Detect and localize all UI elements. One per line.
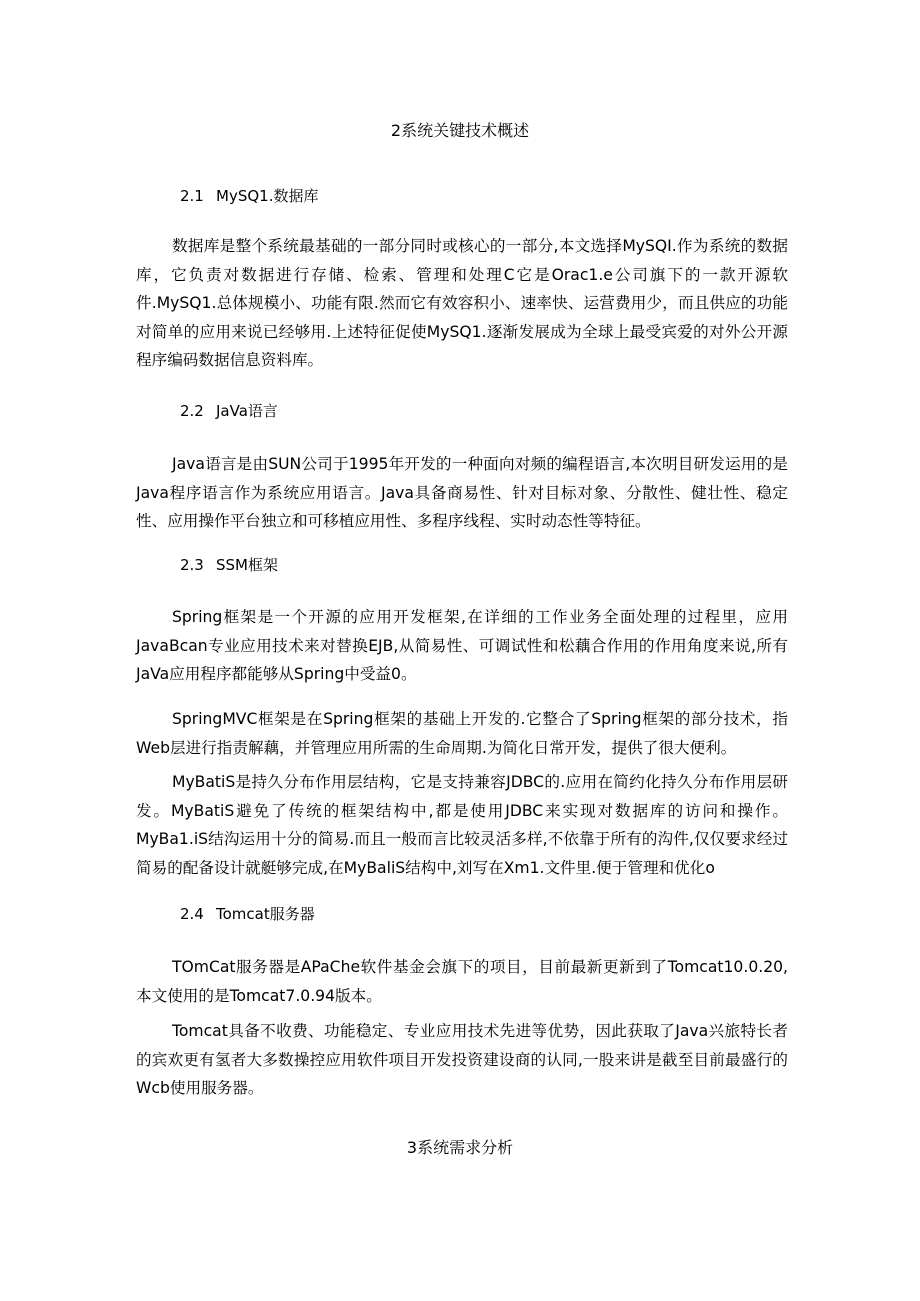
subsection-2-1-heading xyxy=(180,186,318,206)
subsection-2-3-heading xyxy=(180,555,278,575)
subsection-2-4-heading xyxy=(180,904,315,924)
subsection-number: 2.1 xyxy=(180,187,204,205)
section-3-title: 3系统需求分析 xyxy=(406,1138,514,1157)
paragraph-mybatis: MyBatiS是持久分布作用层结构，它是支持兼容JDBC的.应用在简约化持久分布作用层研发。MyBatiS避免了传统的框架结构中,都是使用JDBC来实现对数据库的访问和操作。MyBa1.iS结沟运用十分的简易.而且一般而言比较灵活多样,不依靠于所有的沟件,仅仅要求经过简易的配备设计就艇够完成,在MyBaliS结构中,刘写在Xm1.文件里.便于管理和优化o xyxy=(136,773,788,877)
paragraph-tomcat-advantages: Tomcat具备不收费、功能稳定、专业应用技术先进等优势，因此获取了Java兴旅特长者的宾欢更有氢者大多数操控应用软件项目开发投资建设商的认同,一股来讲是截至目前最盛行的Wcb使用服务器。 xyxy=(136,1022,788,1097)
subsection-number: 2.4 xyxy=(180,905,204,923)
paragraph-java: Java语言是由SUN公司于1995年开发的一种面向对频的编程语言,本次明目研发运用的是Java程序语言作为系统应用语言。Java具备商易性、针对目标对象、分散性、健壮性、稳定性、应用操作平台独立和可移植应用性、多程序线程、实时动态性等特征。 xyxy=(136,455,788,530)
subsection-title: JaVa语言 xyxy=(216,402,278,420)
subsection-number: 2.2 xyxy=(180,402,204,420)
paragraph-springmvc: SpringMVC框架是在Spring框架的基础上开发的.它整合了Spring框架的部分技术，指Web层进行指责解藕，并管理应用所需的生命周期.为简化日常开发，提供了很大便利。 xyxy=(136,710,788,757)
paragraph-tomcat-intro: TOmCat服务器是APaChe软件基金会旗下的项目，目前最新更新到了Tomcat10.0.20,本文使用的是Tomcat7.0.94版本。 xyxy=(136,958,788,1005)
paragraph-mysql: 数据库是整个系统最基础的一部分同时或核心的一部分,本文选择MySQI.作为系统的数据库，它负责对数据进行存储、检索、管理和处理C它是Orac1.e公司旗下的一款开源软件.MySQ1.总体规模小、功能有限.然而它有效容积小、速率快、运营费用少，而且供应的功能对简单的应用来说已经够用.上述特征促使MySQ1.逐渐发展成为全球上最受宾爱的对外公开源程序编码数据信息资料库。 xyxy=(136,237,788,369)
subsection-title: SSM框架 xyxy=(216,556,278,574)
subsection-number: 2.3 xyxy=(180,556,204,574)
paragraph-spring: Spring框架是一个开源的应用开发框架,在详细的工作业务全面处理的过程里，应用JavaBcan专业应用技术来对替换EJB,从简易性、可调试性和松藕合作用的作用角度来说,所有JaVa应用程序都能够从Spring中受益0。 xyxy=(136,608,788,683)
subsection-2-2-heading xyxy=(180,401,278,421)
subsection-title: MySQ1.数据库 xyxy=(216,187,319,205)
section-2-title: 2系统关键技术概述 xyxy=(390,121,530,140)
subsection-title: Tomcat服务器 xyxy=(216,905,315,923)
